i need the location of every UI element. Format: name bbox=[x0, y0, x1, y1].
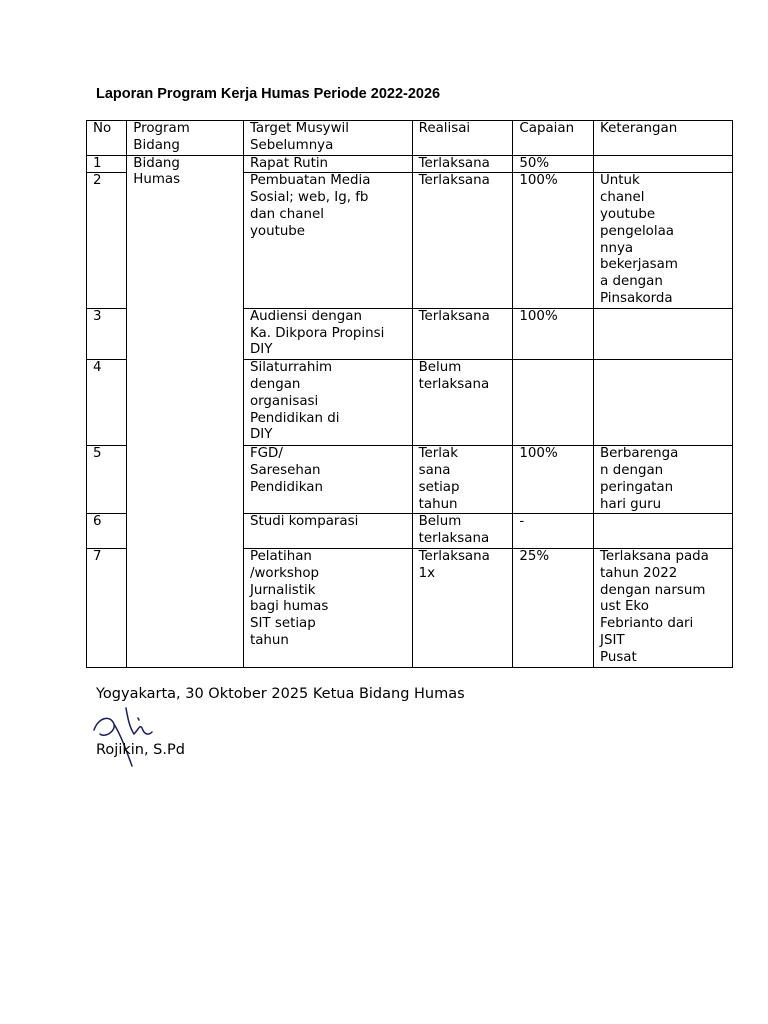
cell-capaian: 100% bbox=[513, 308, 594, 359]
signer-name: Rojikin, S.Pd bbox=[96, 742, 185, 758]
cell-keterangan bbox=[594, 360, 733, 446]
header-realisasi: Realisai bbox=[412, 121, 513, 156]
cell-capaian: 25% bbox=[513, 548, 594, 667]
cell-keterangan: Terlaksana pada tahun 2022 dengan narsum ust Eko Febrianto dari JSIT Pusat bbox=[594, 548, 733, 667]
cell-capaian: 100% bbox=[513, 173, 594, 308]
cell-keterangan bbox=[594, 514, 733, 549]
cell-capaian: 100% bbox=[513, 446, 594, 514]
cell-no: 4 bbox=[87, 360, 127, 446]
cell-target: Pelatihan /workshop Jurnalistik bagi humas SIT setiap tahun bbox=[243, 548, 412, 667]
cell-realisasi: Belum terlaksana bbox=[412, 360, 513, 446]
document-title: Laporan Program Kerja Humas Periode 2022-2026 bbox=[96, 86, 441, 102]
cell-realisasi: Terlak sana setiap tahun bbox=[412, 446, 513, 514]
header-program-bidang: Program Bidang bbox=[127, 121, 244, 156]
cell-realisasi: Terlaksana bbox=[412, 173, 513, 308]
cell-realisasi: Terlaksana bbox=[412, 155, 513, 173]
cell-no: 1 bbox=[87, 155, 127, 173]
cell-capaian: 50% bbox=[513, 155, 594, 173]
cell-capaian bbox=[513, 360, 594, 446]
header-capaian: Capaian bbox=[513, 121, 594, 156]
cell-capaian: - bbox=[513, 514, 594, 549]
cell-realisasi: Belum terlaksana bbox=[412, 514, 513, 549]
cell-keterangan: Berbarenga n dengan peringatan hari guru bbox=[594, 446, 733, 514]
program-table bbox=[86, 120, 733, 668]
cell-no: 2 bbox=[87, 173, 127, 308]
cell-realisasi: Terlaksana bbox=[412, 308, 513, 359]
cell-realisasi: Terlaksana 1x bbox=[412, 548, 513, 667]
cell-target: Audiensi dengan Ka. Dikpora Propinsi DIY bbox=[243, 308, 412, 359]
cell-keterangan bbox=[594, 155, 733, 173]
cell-keterangan: Untuk chanel youtube pengelolaa nnya bekerjasam a dengan Pinsakorda bbox=[594, 173, 733, 308]
handwritten-signature bbox=[92, 704, 182, 770]
cell-program-bidang: Bidang Humas bbox=[127, 155, 244, 667]
header-target: Target Musywil Sebelumnya bbox=[243, 121, 412, 156]
cell-target: Rapat Rutin bbox=[243, 155, 412, 173]
header-no: No bbox=[87, 121, 127, 156]
cell-target: FGD/ Saresehan Pendidikan bbox=[243, 446, 412, 514]
cell-keterangan bbox=[594, 308, 733, 359]
place-date-line: Yogyakarta, 30 Oktober 2025 Ketua Bidang Humas bbox=[96, 686, 465, 702]
cell-target: Studi komparasi bbox=[243, 514, 412, 549]
cell-no: 3 bbox=[87, 308, 127, 359]
table-header-row bbox=[87, 121, 733, 156]
cell-no: 6 bbox=[87, 514, 127, 549]
cell-no: 5 bbox=[87, 446, 127, 514]
cell-target: Silaturrahim dengan organisasi Pendidikan di DIY bbox=[243, 360, 412, 446]
table-row bbox=[87, 155, 733, 173]
cell-target: Pembuatan Media Sosial; web, Ig, fb dan chanel youtube bbox=[243, 173, 412, 308]
header-keterangan: Keterangan bbox=[594, 121, 733, 156]
cell-no: 7 bbox=[87, 548, 127, 667]
